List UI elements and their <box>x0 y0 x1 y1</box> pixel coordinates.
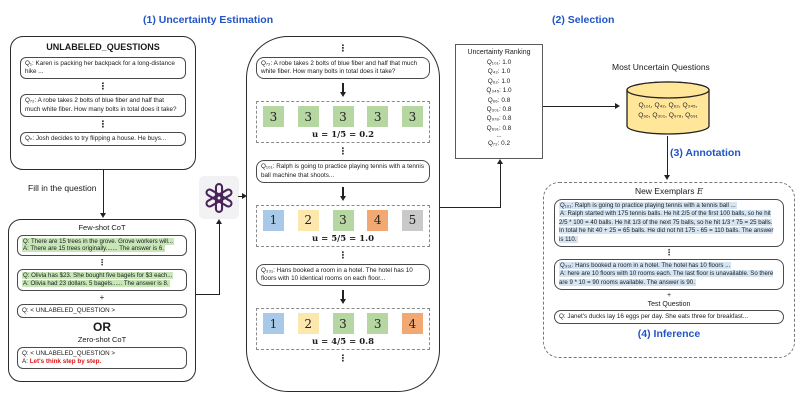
plus-sign: + <box>666 292 672 300</box>
ranking-item: Q₉₇₈: 0.8 <box>486 115 512 123</box>
answers-box <box>256 308 430 350</box>
ranking-ellipsis: ... <box>496 132 502 140</box>
ranking-item: Q₃₄₅: 1.0 <box>486 87 512 95</box>
most-uncertain-cylinder <box>625 80 711 136</box>
uncertainty-formula: u = 5/5 = 1.0 <box>312 233 374 244</box>
answer-square: 3 <box>263 106 284 127</box>
answer-square: 2 <box>298 313 319 334</box>
llm-logo-container <box>199 176 239 219</box>
arrowhead-down <box>664 175 670 180</box>
new-exemplars-title <box>635 186 703 197</box>
answer-square: 3 <box>367 106 388 127</box>
answer-square: 3 <box>298 106 319 127</box>
ellipsis: ⋮ <box>98 81 108 92</box>
ellipsis: ⋮ <box>98 257 106 267</box>
estimated-question: Q₁₀₁: Ralph is going to practice playing tennis with a tennis ball machine that shoots... <box>256 160 430 182</box>
answer-prefix: A: <box>22 358 30 366</box>
connector-line <box>543 106 617 107</box>
uncertainty-formula: u = 1/5 = 0.2 <box>312 130 374 141</box>
exemplar-answer: A: Ralph started with 175 tennis balls. He hit 2/5 of the first 100 balls, so he hit 2/5 * 100 = 40 balls. He hit 1/3 of the next 75 balls, so he hit 1/3 * 75 = 25 balls. In total he hit 40 + 25 = 65 balls. He did not hit 175 - 65 = 110 balls. The answer is 110. <box>559 210 774 243</box>
uncertainty-formula: u = 4/5 = 0.8 <box>312 337 374 348</box>
unlabeled-question-item: Q₇₂: A robe takes 2 bolts of blue fiber and half that much white fiber. How many bolts in total does it take? <box>20 94 186 116</box>
ranking-item: Q₆₂: 1.0 <box>487 77 511 85</box>
connector-line <box>667 136 668 176</box>
answer-square: 2 <box>298 210 319 231</box>
answers-box <box>256 205 430 247</box>
step4-header: (4) Inference <box>637 328 701 341</box>
connector-line <box>219 223 220 295</box>
test-question-label: Test Question <box>647 301 691 309</box>
ellipsis: ⋮ <box>338 146 348 157</box>
ellipsis: ⋮ <box>338 43 348 53</box>
new-exemplars-panel <box>543 182 795 358</box>
answer-square: 3 <box>402 106 423 127</box>
arrowhead-up <box>497 159 503 164</box>
answer-square: 4 <box>402 313 423 334</box>
exemplar-answer: A: here are 10 floors with 10 rooms each. The last floor is unavailable. So there are 9 * 10 = 90 rooms available. The answer is 90. <box>559 270 774 286</box>
cylinder-question-ids <box>625 101 711 121</box>
answers-box <box>256 101 430 143</box>
ranking-title: Uncertainty Ranking <box>467 49 531 56</box>
zeroshot-question: Q: < UNLABELED_QUESTION > <box>22 349 116 357</box>
title-variable: E <box>696 187 704 197</box>
exemplar-box <box>554 199 784 247</box>
openai-logo-icon <box>203 182 235 214</box>
connector-line <box>103 170 104 214</box>
fill-in-question-label: Fill in the question <box>28 183 97 193</box>
connector-line <box>500 163 501 208</box>
ellipsis: ⋮ <box>338 353 348 364</box>
exemplar-box <box>554 259 784 290</box>
zeroshot-prompt <box>17 347 187 369</box>
most-uncertain-label: Most Uncertain Questions <box>612 62 710 72</box>
estimated-question: Q₇₂: A robe takes 2 bolts of blue fiber and half that much white fiber. How many bolts in total does it take? <box>256 57 430 79</box>
fewshot-example <box>17 269 187 291</box>
example-question: Q: Olivia has $23. She bought five bagels for $3 each... <box>23 272 173 280</box>
answer-square: 1 <box>263 210 284 231</box>
down-arrow <box>340 83 346 97</box>
ranking-item: Q₇₂: 0.2 <box>487 140 511 148</box>
test-question-box: Q: Janet's ducks lay 16 eggs per day. She eats three for breakfast... <box>554 310 784 324</box>
down-arrow <box>340 187 346 201</box>
down-arrow <box>340 290 346 304</box>
ranking-item: Q₆₉₁: 0.8 <box>486 124 512 132</box>
zeroshot-title: Zero-shot CoT <box>77 335 127 345</box>
cylinder-line: Q₁₀₁, Q₄₂, Q₆₂, Q₃₄₅, <box>638 102 698 109</box>
step3-header: (3) Annotation <box>670 147 741 159</box>
uncertainty-estimation-panel <box>246 36 440 392</box>
example-question: Q: There are 15 trees in the grove. Grove workers will... <box>23 237 173 245</box>
answer-square: 3 <box>367 313 388 334</box>
answer-square: 5 <box>402 210 423 231</box>
ranking-item: Q₆₆: 0.8 <box>487 96 511 104</box>
ranking-item: Q₄₂: 1.0 <box>487 68 511 76</box>
ranking-item: Q₁₀₁: 1.0 <box>486 59 512 66</box>
zeroshot-answer-line <box>22 358 182 366</box>
ellipsis: ⋮ <box>665 248 673 258</box>
unlabeled-questions-panel <box>10 36 196 170</box>
answer-square: 1 <box>263 313 284 334</box>
answer-square: 4 <box>367 210 388 231</box>
arrowhead-down <box>100 213 106 218</box>
connector-line <box>196 294 220 295</box>
estimated-question: Q₃₃₁: Hans booked a room in a hotel. The hotel has 10 floors with 10 identical rooms on each floor... <box>256 264 430 286</box>
title-text: New Exemplars <box>634 186 697 196</box>
exemplar-question: Q₃₃₁: Hans booked a room in a hotel. The hotel has 10 floors ... <box>560 262 731 270</box>
step1-header: (1) Uncertainty Estimation <box>143 14 274 26</box>
unlabeled-question-slot: Q: < UNLABELED_QUESTION > <box>17 304 187 318</box>
unlabeled-question-item: Q₁: Karen is packing her backpack for a long-distance hike ... <box>20 57 186 79</box>
example-answer: A: Olivia had 23 dollars. 5 bagels...... The answer is 8. <box>23 280 169 288</box>
cylinder-line: Q₆₆, Q₃₀₁, Q₉₇₈, Q₆₉₁ <box>638 111 698 119</box>
fewshot-example <box>17 235 187 257</box>
exemplar-question: Q₁₀₁: Ralph is going to practice playing tennis with a tennis ball ... <box>560 202 736 209</box>
answer-square: 3 <box>333 313 354 334</box>
think-step-by-step-text: Let's think step by step. <box>29 358 102 366</box>
plus-sign: + <box>99 292 105 302</box>
ranking-item: Q₃₀₁: 0.8 <box>486 106 512 114</box>
or-label: OR <box>93 319 111 334</box>
ellipsis: ⋮ <box>98 118 108 129</box>
ellipsis: ⋮ <box>338 249 348 260</box>
arrowhead-right <box>615 103 620 109</box>
arrowhead-up <box>216 219 222 224</box>
unlabeled-questions-title: UNLABELED_QUESTIONS <box>46 42 160 52</box>
uncertainty-ranking-box <box>455 44 543 159</box>
answer-square: 3 <box>333 210 354 231</box>
unlabeled-question-item: Qₙ: Josh decides to try flipping a house. He buys... <box>20 132 186 146</box>
connector-line <box>440 207 501 208</box>
prompt-construction-panel <box>8 219 196 382</box>
example-answer: A: There are 15 trees originally....... The answer is 6. <box>23 245 164 253</box>
fewshot-title: Few-shot CoT <box>78 223 126 232</box>
step2-header: (2) Selection <box>552 14 615 26</box>
answer-square: 3 <box>333 106 354 127</box>
